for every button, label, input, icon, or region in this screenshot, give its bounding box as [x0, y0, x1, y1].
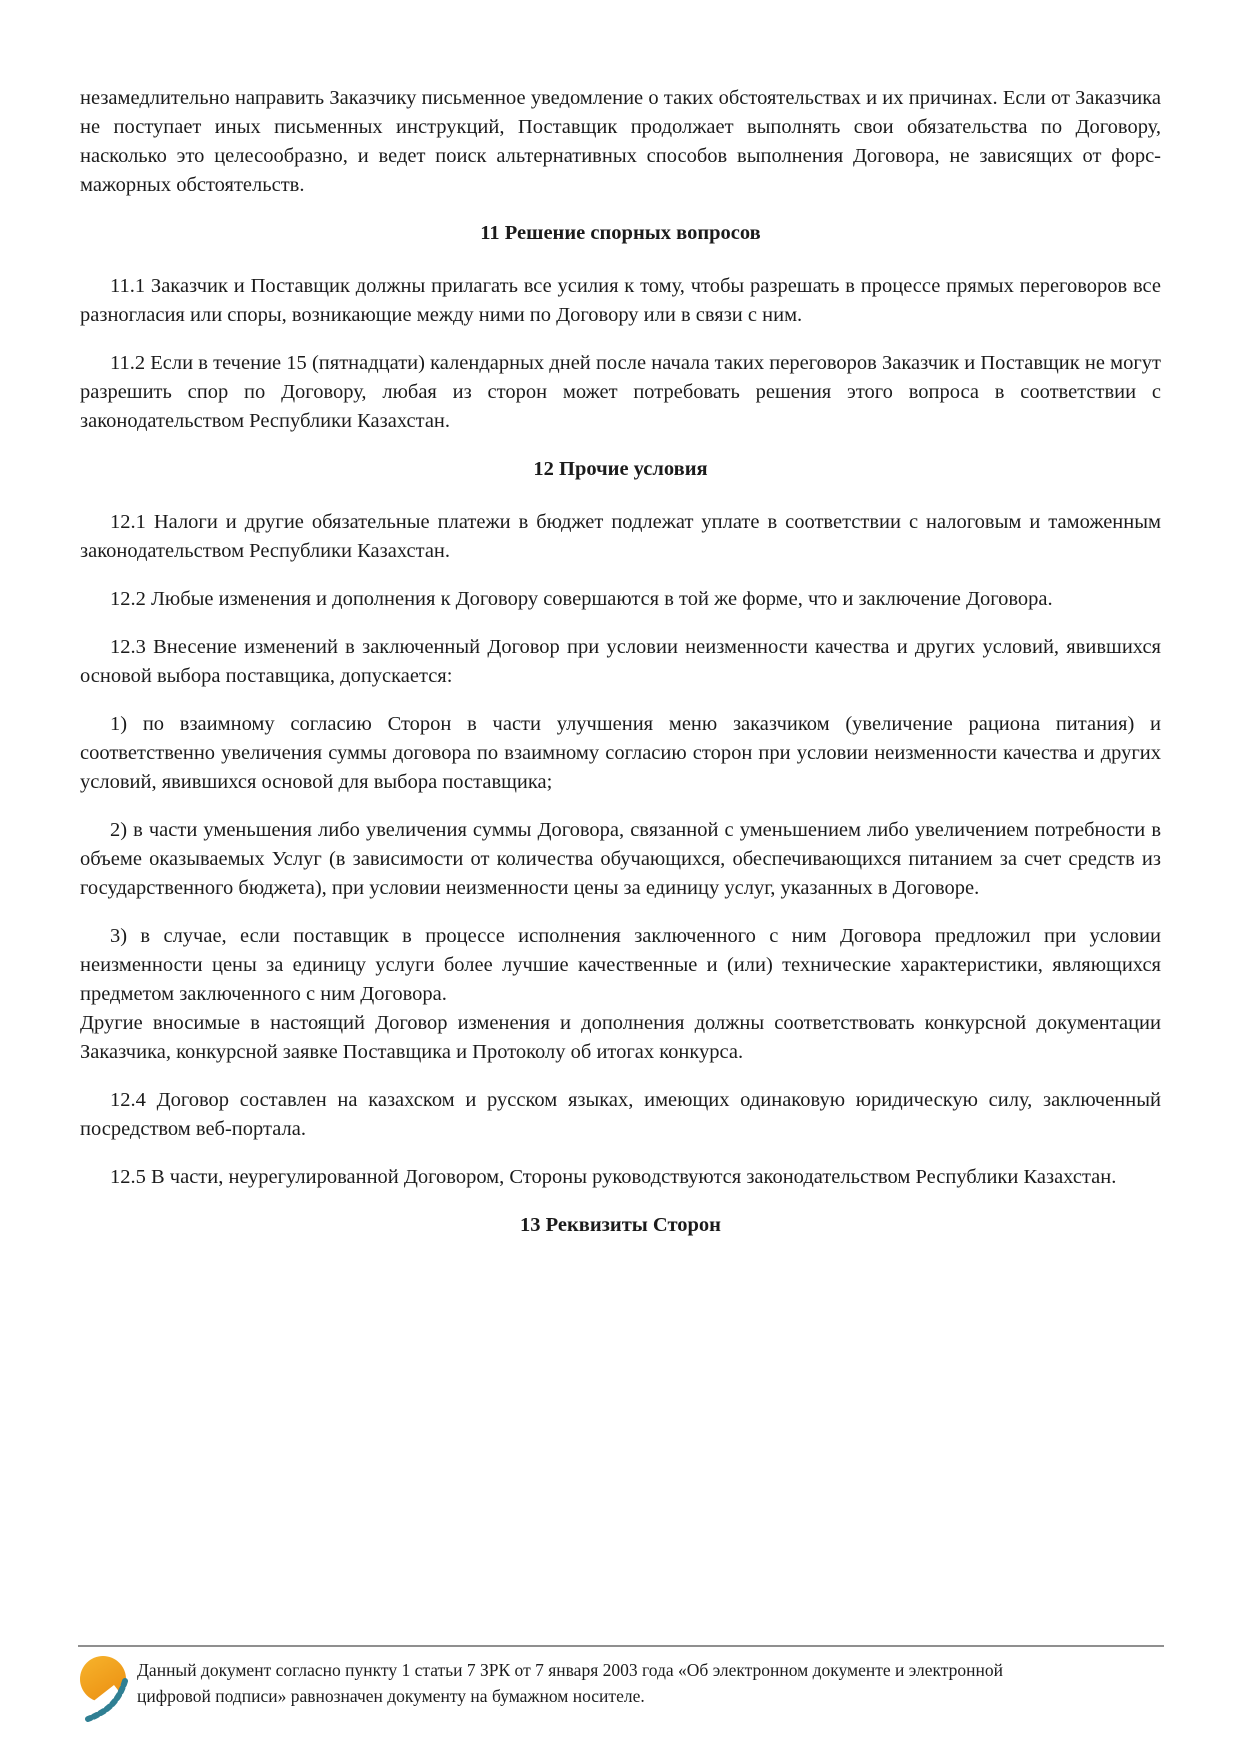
page-footer [78, 1645, 1164, 1731]
paragraph-12-2: 12.2 Любые изменения и дополнения к Договору совершаются в той же форме, что и заключение Договора. [110, 588, 1053, 610]
paragraph-12-3-item-1: 1) по взаимному согласию Сторон в части улучшения меню заказчиком (увеличение рациона питания) и соответственно увеличения суммы договора по взаимному согласию сторон при условии неизменности качества и других условий, явившихся основой для выбора поставщика; [80, 713, 1161, 793]
paragraph-12-3-item-3: 3) в случае, если поставщик в процессе исполнения заключенного с ним Договора предложил при условии неизменности цены за единицу услуги более лучшие качественные и (или) технические характеристики, являющихся предметом заключенного с ним Договора. [80, 925, 1161, 1005]
paragraph-11-1: 11.1 Заказчик и Поставщик должны прилагать все усилия к тому, чтобы разрешать в процессе прямых переговоров все разногласия или споры, возникающие между ними по Договору или в связи с ним. [80, 275, 1161, 326]
portal-logo-icon [78, 1655, 128, 1731]
section-heading-other-terms: 12 Прочие условия [533, 458, 708, 480]
section-heading-requisites: 13 Реквизиты Сторон [520, 1214, 721, 1236]
paragraph-12-5: 12.5 В части, неурегулированной Договором, Стороны руководствуются законодательством Республики Казахстан. [110, 1166, 1117, 1188]
paragraph-12-4: 12.4 Договор составлен на казахском и русском языках, имеющих одинаковую юридическую силу, заключенный посредством веб-портала. [80, 1089, 1161, 1140]
footer-divider [78, 1645, 1164, 1647]
paragraph-12-1: 12.1 Налоги и другие обязательные платежи в бюджет подлежат уплате в соответствии с налоговым и таможенным законодательством Республики Казахстан. [80, 511, 1161, 562]
paragraph-force-majeure-continuation: незамедлительно направить Заказчику письменное уведомление о таких обстоятельствах и их причинах. Если от Заказчика не поступает иных письменных инструкций, Поставщик продолжает выполнять свои обязательства по Договору, насколько это целесообразно, и ведет поиск альтернативных способов выполнения Договора, не зависящих от форс-мажорных обстоятельств. [80, 87, 1161, 196]
footer-row [78, 1653, 1164, 1731]
paragraph-12-3: 12.3 Внесение изменений в заключенный Договор при условии неизменности качества и других условий, явившихся основой выбора поставщика, допускается: [80, 636, 1161, 687]
footer-legal-note: Данный документ согласно пункту 1 статьи 7 ЗРК от 7 января 2003 года «Об электронном документе и электронной цифровой подписи» равнозначен документу на бумажном носителе. [137, 1660, 1003, 1706]
paragraph-12-3-item-2: 2) в части уменьшения либо увеличения суммы Договора, связанной с уменьшением либо увеличением потребности в объеме оказываемых Услуг (в зависимости от количества обучающихся, обеспечивающихся питанием за счет средств из государственного бюджета), при условии неизменности цены за единицу услуг, указанных в Договоре. [80, 819, 1161, 899]
paragraph-11-2: 11.2 Если в течение 15 (пятнадцати) календарных дней после начала таких переговоров Заказчик и Поставщик не могут разрешить спор по Договору, любая из сторон может потребовать решения этого вопроса в соответствии с законодательством Республики Казахстан. [80, 352, 1161, 432]
section-heading-dispute-resolution: 11 Решение спорных вопросов [480, 222, 761, 244]
paragraph-other-amendments: Другие вносимые в настоящий Договор изменения и дополнения должны соответствовать конкурсной документации Заказчика, конкурсной заявке Поставщика и Протоколу об итогах конкурса. [80, 1012, 1161, 1063]
